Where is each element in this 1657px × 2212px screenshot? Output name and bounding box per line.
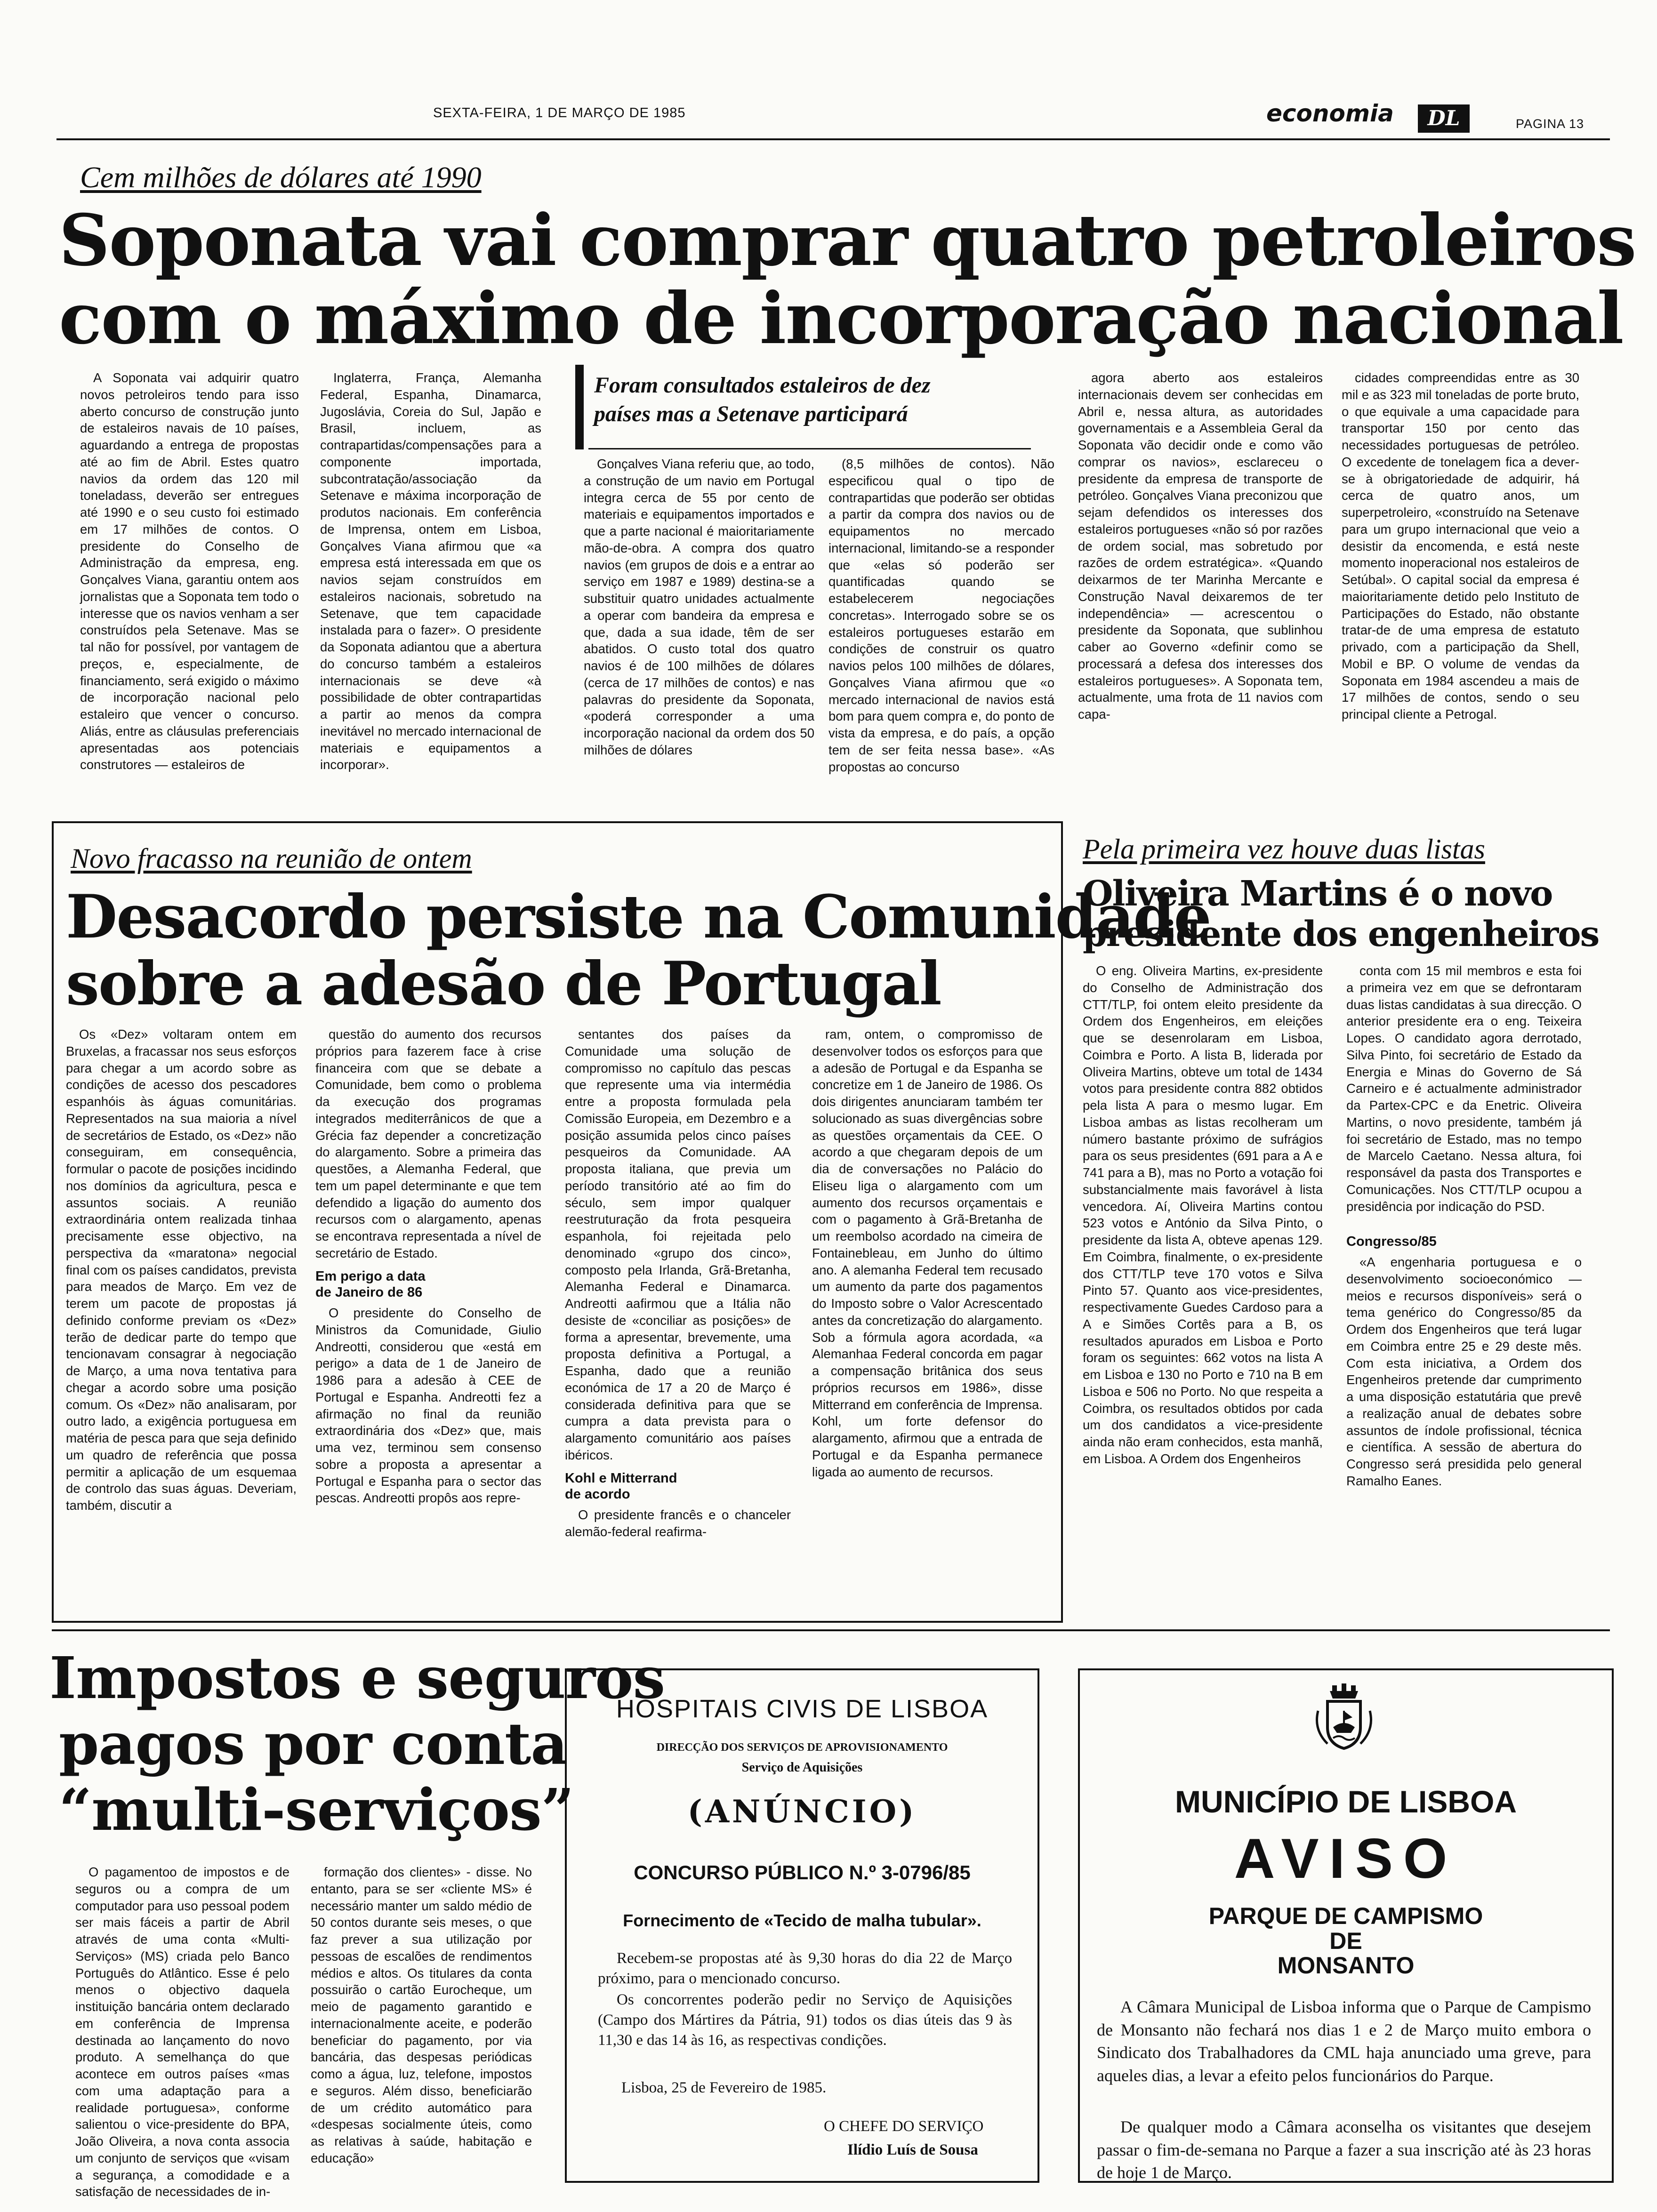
hospitais-servico: Serviço de Aquisições	[741, 1760, 863, 1775]
engenheiros-headline-line1: Oliveira Martins é o novo	[1083, 874, 1552, 914]
hospitais-chefe: O CHEFE DO SERVIÇO	[824, 2118, 984, 2135]
soponata-kicker: Cem milhões de dólares até 1990	[80, 160, 482, 194]
issue-date: SEXTA-FEIRA, 1 DE MARÇO DE 1985	[433, 105, 686, 120]
desacordo-headline-line2: sobre a adesão de Portugal	[66, 949, 941, 1018]
hospitais-fornecimento: Fornecimento de «Tecido de malha tubular».	[623, 1911, 981, 1930]
header-rule	[56, 138, 1610, 140]
desacordo-column-4: ram, ontem, o compromisso de desenvolver todos os esforços para que a adesão de Portugal e da Espanha se concretize em 1 de Janeiro de 1986. Os dois dirigentes anunciaram também ter solucionado as suas divergências sobre as questões orçamentais da CEE. O acordo a que chegaram depois de um dia de conversações no Palácio do Eliseu liga o alargamento com um aumento dos recursos orçamentais e com o pagamento à Grã-Bretanha de um reembolso acordado na cimeira de Fontainebleau, em Junho do último ano. A alemanha Federal tem recusado um aumento da parte dos pagamentos do Imposto sobre o Valor Acrescentado antes da concretização do alargamento. Sob a fórmula agora acordada, «a Alemanhaa Federal concorda em pagar a compensação britânica dos seus próprios recursos em 1986», disse Mitterrand em conferência de Imprensa. Kohl, um forte defensor do alargamento, afirmou que a entrada de Portugal e da Espanha permanece ligada ao aumento de recursos.	[812, 1027, 1043, 1479]
hospitais-date: Lisboa, 25 de Fevereiro de 1985.	[621, 2079, 827, 2096]
municipio-body-1: A Câmara Municipal de Lisboa informa que o Parque de Campismo de Monsanto não fechará nos dias 1 e 2 de Março muito embora o Sindicato dos Trabalhadores da CML haja anunciado uma greve, para aqueles dias, a levar a efeito pelos funcionários do Parque.	[1097, 1997, 1591, 2085]
section-name: economia	[1266, 100, 1394, 127]
desacordo-subhead-2: Kohl e Mitterrand de acordo	[565, 1470, 677, 1502]
engenheiros-subhead: Congresso/85	[1346, 1234, 1437, 1250]
page-number: PAGINA 13	[1516, 117, 1585, 131]
desacordo-column-2: questão do aumento dos recursos próprios para fazerem face à crise financeira com que se debate a Comunidade, bem como o problema da execução dos programas integrados mediterrânicos de que a Grécia faz depender a concretização do alargamento. Sobre a primeira das questões, a Alemanha Federal, que tem um papel determinante e que tem defendido a ligação do aumento dos recursos com o alargamento, apenas se encontrava representada a nível de secretário de Estado. Em perigo a data de Janeiro de 86 O presidente do Conselho de Ministros da Comunidade, Giulio Andreotti, considerou que «está em perigo» a data de 1 de Janeiro de 1986 para a adesão à CEE de Portugal e Espanha. Andreotti fez a afirmação no final da reunião extraordinária dos «Dez» que, mais uma vez, terminou sem consenso sobre a proposta a apresentar a Portugal e Espanha para o sector das pescas. Andreotti propôs aos repre-	[315, 1027, 541, 1506]
desacordo-column-1: Os «Dez» voltaram ontem em Bruxelas, a fracassar nos seus esforços para chegar a um acordo sobre as condições de acesso dos pescadores espanhóis às águas comunitárias. Representados na sua maioria a nível de secretários de Estado, os «Dez» não conseguiram, em consequência, formular o pacote de posições incidindo nos domínios da agricultura, pesca e assuntos sociais. A reunião extraordinária ontem realizada tinhaa precisamente esse objectivo, na perspectiva da «maratona» negocial final com os países candidatos, prevista para meados de Março. Em vez de terem um pacote de propostas já definido conforme previam os «Dez» terão de dedicar parte do tempo que tencionavam consagrar à negociação de Março, a uma nova tentativa para chegar a acordo sobre uma posição comum. Os «Dez» não analisaram, por outro lado, a exigência portuguesa em matéria de pesca para que seja definido um quadro de referência que possa permitir a aplicação de um esquemaa de controlo das suas águas. Deveriam, também, discutir a	[66, 1027, 297, 1513]
desacordo-subhead-1: Em perigo a data de Janeiro de 86	[315, 1268, 426, 1300]
soponata-column-4: (8,5 milhões de contos). Não especificou qual o tipo de contrapartidas que poderão ser obtidas a partir da compra dos navios ou de equipamentos no mercado internacional, limitando-se a responder que «elas só poderão ser quantificadas quando se estabelecerem negociações concretas». Interrogado sobre se os estaleiros portugueses estarão em condições de construir os quatro navios pelos 100 milhões de dólares, Gonçalves Viana afirmou que «o mercado internacional de navios está bom para quem compra e, do ponto de vista da empresa, e do país, a opção tem de ser feita nessa base». «As propostas ao concurso	[828, 457, 1054, 774]
desacordo-kicker: Novo fracasso na reunião de ontem	[71, 843, 472, 874]
impostos-column-1: O pagamentoo de impostos e de seguros ou a compra de um computador para uso pessoal podem ser mais fáceis a partir de Abril através de uma conta «Multi-Serviços» (MS) criada pelo Banco Português do Atlântico. Esse é pelo menos o objectivo daquela instituição bancária ontem declarado em conferência de Imprensa destinada ao lançamento do novo produto. A semelhança do que acontece em outros países «mas com uma adaptação para a realidade portuguesa», conforme salientou o vice-presidente do BPA, João Oliveira, a nova conta associa um conjunto de serviços que «visam a segurança, a comodidade e a satisfação de necessidades de in-	[75, 1865, 290, 2199]
hospitais-signatory: Ilídio Luís de Sousa	[847, 2141, 978, 2158]
municipio-parque: PARQUE DE CAMPISMO DE MONSANTO	[1208, 1903, 1483, 1979]
hospitais-body-2: Os concorrentes poderão pedir no Serviço de Aquisições (Campo dos Mártires da Pátria, 91) todos os dias úteis das 9 às 11,30 e das 14 às 16, as respectivas condições.	[598, 1991, 1012, 2049]
hospitais-anuncio: (ANÚNCIO)	[687, 1793, 917, 1830]
soponata-column-5: agora aberto aos estaleiros internacionais devem ser conhecidas em Abril e, nessa altura, as autoridades governamentais e a Assembleia Geral da Soponata vão decidir onde e como vão comprar os navios», esclareceu o presidente da empresa de transporte de petróleo. Gonçalves Viana preconizou que sejam defendidos os interesses dos estaleiros portugueses «não só por razões de ordem social, mas sobretudo por razões de ordem estratégica». «Quando deixarmos de ter Marinha Mercante e Construção Naval deixaremos de ter independência» — acrescentou o presidente da Soponata, que sublinhou caber ao Governo «definir como se processará a defesa dos interesses dos estaleiros portugueses». A Soponata tem, actualmente, uma frota de 11 navios com capa-	[1078, 370, 1323, 721]
soponata-column-2: Inglaterra, França, Alemanha Federal, Espanha, Dinamarca, Jugoslávia, Coreia do Sul, Japão e Brasil, incluem, as contrapartidas/compensações para a componente importada, subcontratação/associação da Setenave e máxima incorporação de produtos nacionais. Em conferência de Imprensa, ontem em Lisboa, Gonçalves Viana afirmou que «a empresa está interessada em que os navios sejam construídos em estaleiros nacionais, sobretudo na Setenave, que tem capacidade instalada para o fazer». O presidente da Soponata adiantou que a abertura do concurso também a estaleiros internacionais se deve «à possibilidade de obter contrapartidas a partir ao menos da compra inevitável no mercado internacional de materiais e equipamentos a incorporar».	[320, 370, 541, 772]
pull-quote-rule	[588, 448, 1031, 449]
engenheiros-kicker: Pela primeira vez houve duas listas	[1083, 834, 1485, 865]
engenheiros-headline-line2: presidente dos engenheiros	[1083, 914, 1599, 954]
municipio-title: MUNICÍPIO DE LISBOA	[1174, 1784, 1517, 1819]
desacordo-column-3: sentantes dos países da Comunidade uma solução de compromisso no capítulo das pescas que represente uma via intermédia entre a proposta formulada pela Comissão Europeia, em Dezembro e a posição assumida pelos cinco países pesqueiros da Comunidade. AA proposta italiana, que previa um período transitório até ao fim do século, sem impor qualquer reestruturação da frota pesqueira espanhola, foi rejeitada pelo denominado «grupo dos cinco», composto pela Irlanda, Grã-Bretanha, Alemanha Federal e Dinamarca. Andreotti aafirmou que a Itália não desiste de «conciliar as posições» de forma a apresentar, brevemente, uma proposta definitiva a Portugal, a Espanha, dado que a reunião económica de 17 a 20 de Março é considerada definitiva para que se cumpra a data prevista para o alargamento comunitário aos países ibéricos. Kohl e Mitterrand de acordo O presidente francês e o chanceler alemão-federal reafirma-	[565, 1027, 791, 1539]
newspaper-logo: DL	[1418, 104, 1470, 133]
hospitais-body-1: Recebem-se propostas até às 9,30 horas do dia 22 de Março próximo, para o mencionado concurso.	[598, 1950, 1012, 1987]
desacordo-headline-line1: Desacordo persiste na Comunidade	[66, 882, 1211, 952]
soponata-headline-line1: Soponata vai comprar quatro petroleiros	[59, 199, 1636, 282]
soponata-column-3: Gonçalves Viana referiu que, ao todo, a construção de um navio em Portugal integra cerca de 55 por cento de materiais e equipamentos importados e que a parte nacional é maioritariamente mão-de-obra. A compra dos quatro navios (em grupos de dois e a entrar ao serviço em 1987 e 1989) destina-se a substituir quatro unidades actualmente a operar com bandeira da empresa e que, dada a sua idade, têm de ser abatidos. O custo total dos quatro navios é de 100 milhões de dólares (cerca de 17 milhões de contos) e nas palavras do presidente da Soponata, «poderá corresponder a uma incorporação nacional da ordem dos 50 milhões de dólares	[584, 457, 814, 757]
municipio-aviso: AVISO	[1234, 1827, 1458, 1890]
hospitais-concurso: CONCURSO PÚBLICO N.º 3-0796/85	[634, 1861, 971, 1883]
impostos-headline-line3: “multi-serviços”	[59, 1776, 574, 1843]
soponata-headline-line2: com o máximo de incorporação nacional	[59, 277, 1623, 360]
impostos-column-2: formação dos clientes» - disse. No entanto, para se ser «cliente MS» é necessário manter um saldo médio de 50 contos durante seis meses, o que faz prever a sua utilização por pessoas de escalões de rendimentos médios e altos. Os titulares da conta possuirão o cartão Eurocheque, um meio de pagamento garantido e internacionalmente aceite, e poderão beneficiar do pagamento, por via bancária, das despesas periódicas como a água, luz, telefone, impostos e seguros. Além disso, beneficiarão de um crédito automático para «despesas socialmente úteis, como as relativas à saúde, habitação e educação»	[311, 1865, 532, 2165]
soponata-column-1: A Soponata vai adquirir quatro novos petroleiros tendo para isso aberto concurso de construção junto de estaleiros navais de 10 países, aguardando a entrega de propostas até ao fim de Abril. Estes quatro navios da ordem das 120 mil toneladass, deverão ser entregues até 1990 e o seu custo foi estimado em 17 milhões de contos. O presidente do Conselho de Administração da empresa, eng. Gonçalves Viana, garantiu ontem aos jornalistas que a Soponata tem todo o interesse que os navios venham a ser construídos pela Setenave. Mas se tal não for possível, por vantagem de preços, e, especialmente, de financiamento, será exigido o máximo de incorporação nacional pelo estaleiro que vencer o concurso. Aliás, entre as cláusulas preferenciais apresentadas aos potenciais construtores — estaleiros de	[80, 370, 299, 772]
lisbon-coat-of-arms-icon	[1309, 1683, 1379, 1753]
engenheiros-column-1: O eng. Oliveira Martins, ex-presidente do Conselho de Administração dos CTT/TLP, foi ontem eleito presidente da Ordem dos Engenheiros, em eleições que se desenrolaram em Lisboa, Coimbra e Porto. A lista B, liderada por Oliveira Martins, obteve um total de 1434 votos para presidente contra 882 obtidos pela lista A para o mesmo lugar. Em Lisboa ambas as listas recolheram um número bastante próximo de sufrágios para os seus presidentes (691 para a A e 741 para a B), mas no Porto a votação foi substancialmente mais favorável à lista vencedora. Aí, Oliveira Martins contou 523 votos e António da Silva Pinto, o presidente da lista A, obteve apenas 129. Em Coimbra, finalmente, o ex-presidente dos CTT/TLP teve 170 votos e Silva Pinto 57. Quanto aos vice-presidentes, respectivamente Guedes Cardoso para a A e Simões Cortês para a B, os resultados apurados em Lisboa e Porto foram os seguintes: 662 votos na lista A em Lisboa e 130 no Porto e 710 na B em Lisboa e 506 no Porto. No que respeita a Coimbra, os resultados obtidos por cada um dos candidatos a vice-presidente ainda não eram conhecidos, esta manhã, em Lisboa. A Ordem dos Engenheiros	[1083, 963, 1323, 1466]
hospitais-title: HOSPITAIS CIVIS DE LISBOA	[616, 1695, 989, 1723]
engenheiros-column-2: conta com 15 mil membros e esta foi a primeira vez em que se defrontaram duas listas candidatas à sua direcção. O anterior presidente era o eng. Teixeira Lopes. O candidato agora derrotado, Silva Pinto, foi secretário de Estado da Energia e Minas do Governo de Sá Carneiro e é actualmente administrador da Partex-CPC e da Enetric. Oliveira Martins, o novo presidente, também já foi secretário de Estado, mas no tempo de Marcelo Caetano. Nessa altura, foi responsável da pasta dos Transportes e Comunicações. Nos CTT/TLP ocupou a presidência por indicação do PSD. Congresso/85 «A engenharia portuguesa e o desenvolvimento socioeconómico — meios e recursos disponíveis» será o tema genérico do Congresso/85 da Ordem dos Engenheiros que terá lugar em Coimbra entre 25 e 29 deste mês. Com esta iniciativa, a Ordem dos Engenheiros pretende dar cumprimento a uma disposição estatutária que prevê a realização anual de debates sobre assuntos de índole profissional, técnica e científica. A sessão de abertura do Congresso será presidida pelo general Ramalho Eanes.	[1346, 963, 1582, 1488]
impostos-headline-line2: pagos por conta	[59, 1710, 568, 1778]
hospitais-direccao: DIRECÇÃO DOS SERVIÇOS DE APROVISIONAMENTO	[656, 1741, 948, 1754]
impostos-headline-line1: Impostos e seguros	[49, 1644, 665, 1712]
pull-quote-bar	[575, 365, 584, 449]
soponata-column-6: cidades compreendidas entre as 30 mil e as 323 mil toneladas de porte bruto, o que equivale a uma capacidade para transportar 150 por cento das necessidades portuguesas de petróleo. O excedente de tonelagem fica a dever-se à obrigatoriedade de adquirir, há cerca de quatro anos, um superpetroleiro, «construído na Setenave para um grupo internacional que veio a desistir da encomenda, e está neste momento inoperacional nos estaleiros de Setúbal». O capital social da empresa é maioritariamente detido pelo Instituto de Participações do Estado, não obstante tratar-de de uma empresa de estatuto privado, com a participação da Shell, Mobil e BP. O volume de vendas da Soponata em 1984 ascendeu a mais de 17 milhões de contos, sendo o seu principal cliente a Petrogal.	[1342, 370, 1579, 721]
soponata-pull-quote: Foram consultados estaleiros de dez países mas a Setenave participará	[594, 373, 931, 427]
bottom-section-rule	[52, 1629, 1610, 1631]
municipio-body-2: De qualquer modo a Câmara aconselha os visitantes que desejem passar o fim-de-semana no Parque a fazer a sua inscrição até às 23 horas de hoje 1 de Março.	[1097, 2117, 1591, 2182]
